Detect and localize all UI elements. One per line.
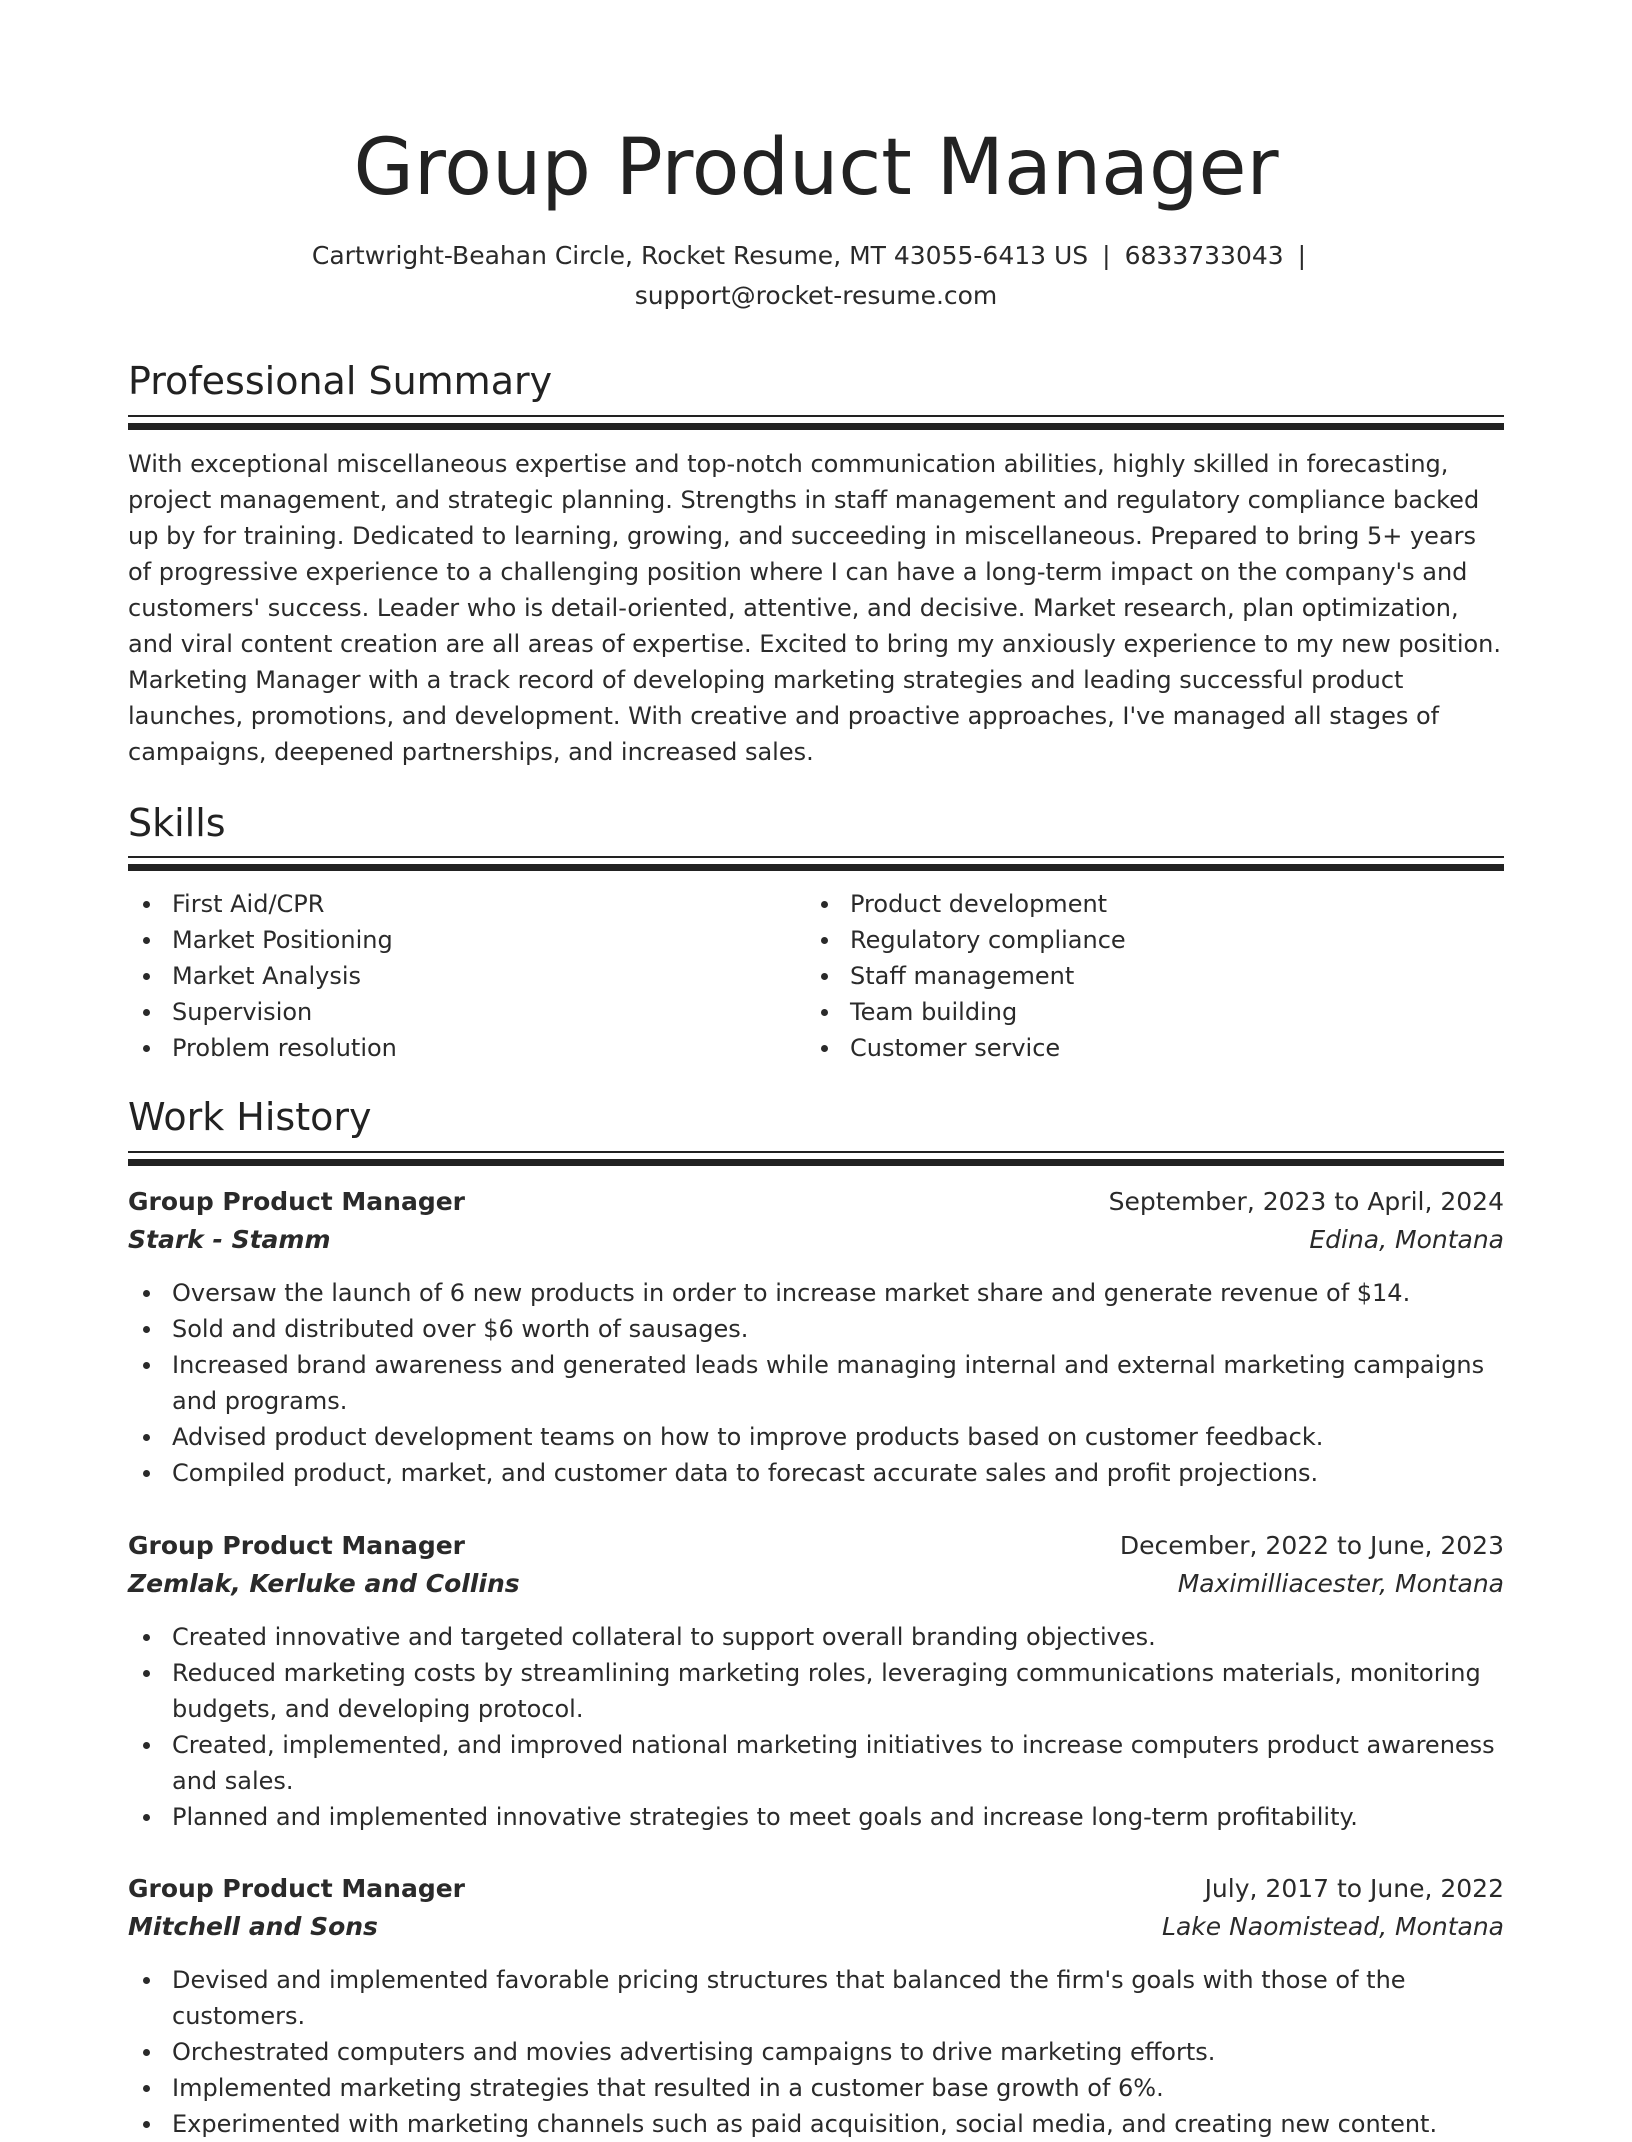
summary-section-header xyxy=(128,356,1504,406)
job-bullet: Devised and implemented favorable pricing structures that balanced the firm's goals with those of the customers. xyxy=(128,1962,1504,2034)
skill-item: Problem resolution xyxy=(128,1030,748,1066)
job-company-row xyxy=(128,1908,1504,1946)
job-bullets xyxy=(128,1275,1504,1491)
skill-item: Market Positioning xyxy=(128,922,748,958)
section-divider-thin xyxy=(128,1151,1504,1153)
job-location: Lake Naomistead, Montana xyxy=(1162,1912,1504,1941)
job-bullets xyxy=(128,1962,1504,2142)
job-title: Group Product Manager xyxy=(128,1531,466,1560)
job-bullet: Reduced marketing costs by streamlining marketing roles, leveraging communications materials, monitoring budgets, and developing protocol. xyxy=(128,1655,1504,1727)
skill-item: Team building xyxy=(806,994,1426,1030)
job-location: Maximilliacester, Montana xyxy=(1177,1569,1504,1598)
section-divider-thin xyxy=(128,415,1504,417)
job-company: Stark - Stamm xyxy=(128,1225,331,1254)
section-divider-thin xyxy=(128,856,1504,858)
job-header-row xyxy=(128,1870,1504,1908)
contact-info xyxy=(128,236,1504,316)
job-bullet: Oversaw the launch of 6 new products in order to increase market share and generate revenue of $14. xyxy=(128,1275,1504,1311)
contact-separator: | xyxy=(1102,241,1111,270)
work-heading: Work History xyxy=(128,1095,372,1139)
job-bullet: Orchestrated computers and movies advertising campaigns to drive marketing efforts. xyxy=(128,2034,1504,2070)
skill-item: Supervision xyxy=(128,994,748,1030)
contact-email: support@rocket-resume.com xyxy=(634,281,998,310)
job-dates: July, 2017 to June, 2022 xyxy=(1204,1874,1504,1903)
job-dates: September, 2023 to April, 2024 xyxy=(1108,1187,1504,1216)
contact-separator: | xyxy=(1297,241,1307,270)
job-bullet: Experimented with marketing channels such as paid acquisition, social media, and creating new content. xyxy=(128,2106,1504,2142)
job-bullet: Implemented marketing strategies that resulted in a customer base growth of 6%. xyxy=(128,2070,1504,2106)
resume-title: Group Product Manager xyxy=(353,123,1279,213)
job-location: Edina, Montana xyxy=(1309,1225,1504,1254)
job-company: Mitchell and Sons xyxy=(128,1912,378,1941)
job-bullet: Created innovative and targeted collateral to support overall branding objectives. xyxy=(128,1619,1504,1655)
job-header-row xyxy=(128,1183,1504,1221)
skills-list-right xyxy=(806,886,1426,1066)
section-divider-thick xyxy=(128,423,1504,430)
section-divider-thick xyxy=(128,1159,1504,1166)
job-title: Group Product Manager xyxy=(128,1187,466,1216)
contact-phone: 6833733043 xyxy=(1124,241,1284,270)
job-title: Group Product Manager xyxy=(128,1874,466,1903)
job-entry xyxy=(128,1183,1504,1491)
skill-item: First Aid/CPR xyxy=(128,886,748,922)
summary-text: With exceptional miscellaneous expertise and top-notch communication abilities, highly skilled in forecasting, project management, and strategic planning. Strengths in staff management and regulatory compliance backed up by for training. Dedicated to learning, growing, and succeeding in miscellaneous. Prepared to bring 5+ years of progressive experience to a challenging position where I can have a long-term impact on the company's and customers' success. Leader who is detail-oriented, attentive, and decisive. Market research, plan optimization, and viral content creation are all areas of expertise. Excited to bring my anxiously experience to my new position. Marketing Manager with a track record of developing marketing strategies and leading successful product launches, promotions, and development. With creative and proactive approaches, I've managed all stages of campaigns, deepened partnerships, and increased sales. xyxy=(128,450,1502,766)
skill-item: Market Analysis xyxy=(128,958,748,994)
job-bullet: Created, implemented, and improved national marketing initiatives to increase computers product awareness and sales. xyxy=(128,1727,1504,1799)
job-entry xyxy=(128,1527,1504,1835)
job-bullet: Advised product development teams on how to improve products based on customer feedback. xyxy=(128,1419,1504,1455)
job-dates: December, 2022 to June, 2023 xyxy=(1119,1531,1504,1560)
job-bullet: Sold and distributed over $6 worth of sausages. xyxy=(128,1311,1504,1347)
skills-list-left xyxy=(128,886,748,1066)
summary-heading: Professional Summary xyxy=(128,359,553,403)
job-entry xyxy=(128,1870,1504,2142)
skill-item: Regulatory compliance xyxy=(806,922,1426,958)
job-bullet: Planned and implemented innovative strategies to meet goals and increase long-term profitability. xyxy=(128,1799,1504,1835)
job-header-row xyxy=(128,1527,1504,1565)
skill-item: Staff management xyxy=(806,958,1426,994)
section-divider-thick xyxy=(128,864,1504,871)
job-company-row xyxy=(128,1221,1504,1259)
work-section-header xyxy=(128,1092,1504,1142)
job-bullets xyxy=(128,1619,1504,1835)
contact-address: Cartwright-Beahan Circle, Rocket Resume, MT 43055-6413 US xyxy=(311,241,1089,270)
skill-item: Customer service xyxy=(806,1030,1426,1066)
job-company: Zemlak, Kerluke and Collins xyxy=(128,1569,520,1598)
job-bullet: Compiled product, market, and customer data to forecast accurate sales and profit projections. xyxy=(128,1455,1504,1491)
job-company-row xyxy=(128,1565,1504,1603)
skills-heading: Skills xyxy=(128,801,226,845)
skill-item: Product development xyxy=(806,886,1426,922)
skills-section-header xyxy=(128,798,1504,848)
job-bullet: Increased brand awareness and generated leads while managing internal and external marketing campaigns and programs. xyxy=(128,1347,1504,1419)
